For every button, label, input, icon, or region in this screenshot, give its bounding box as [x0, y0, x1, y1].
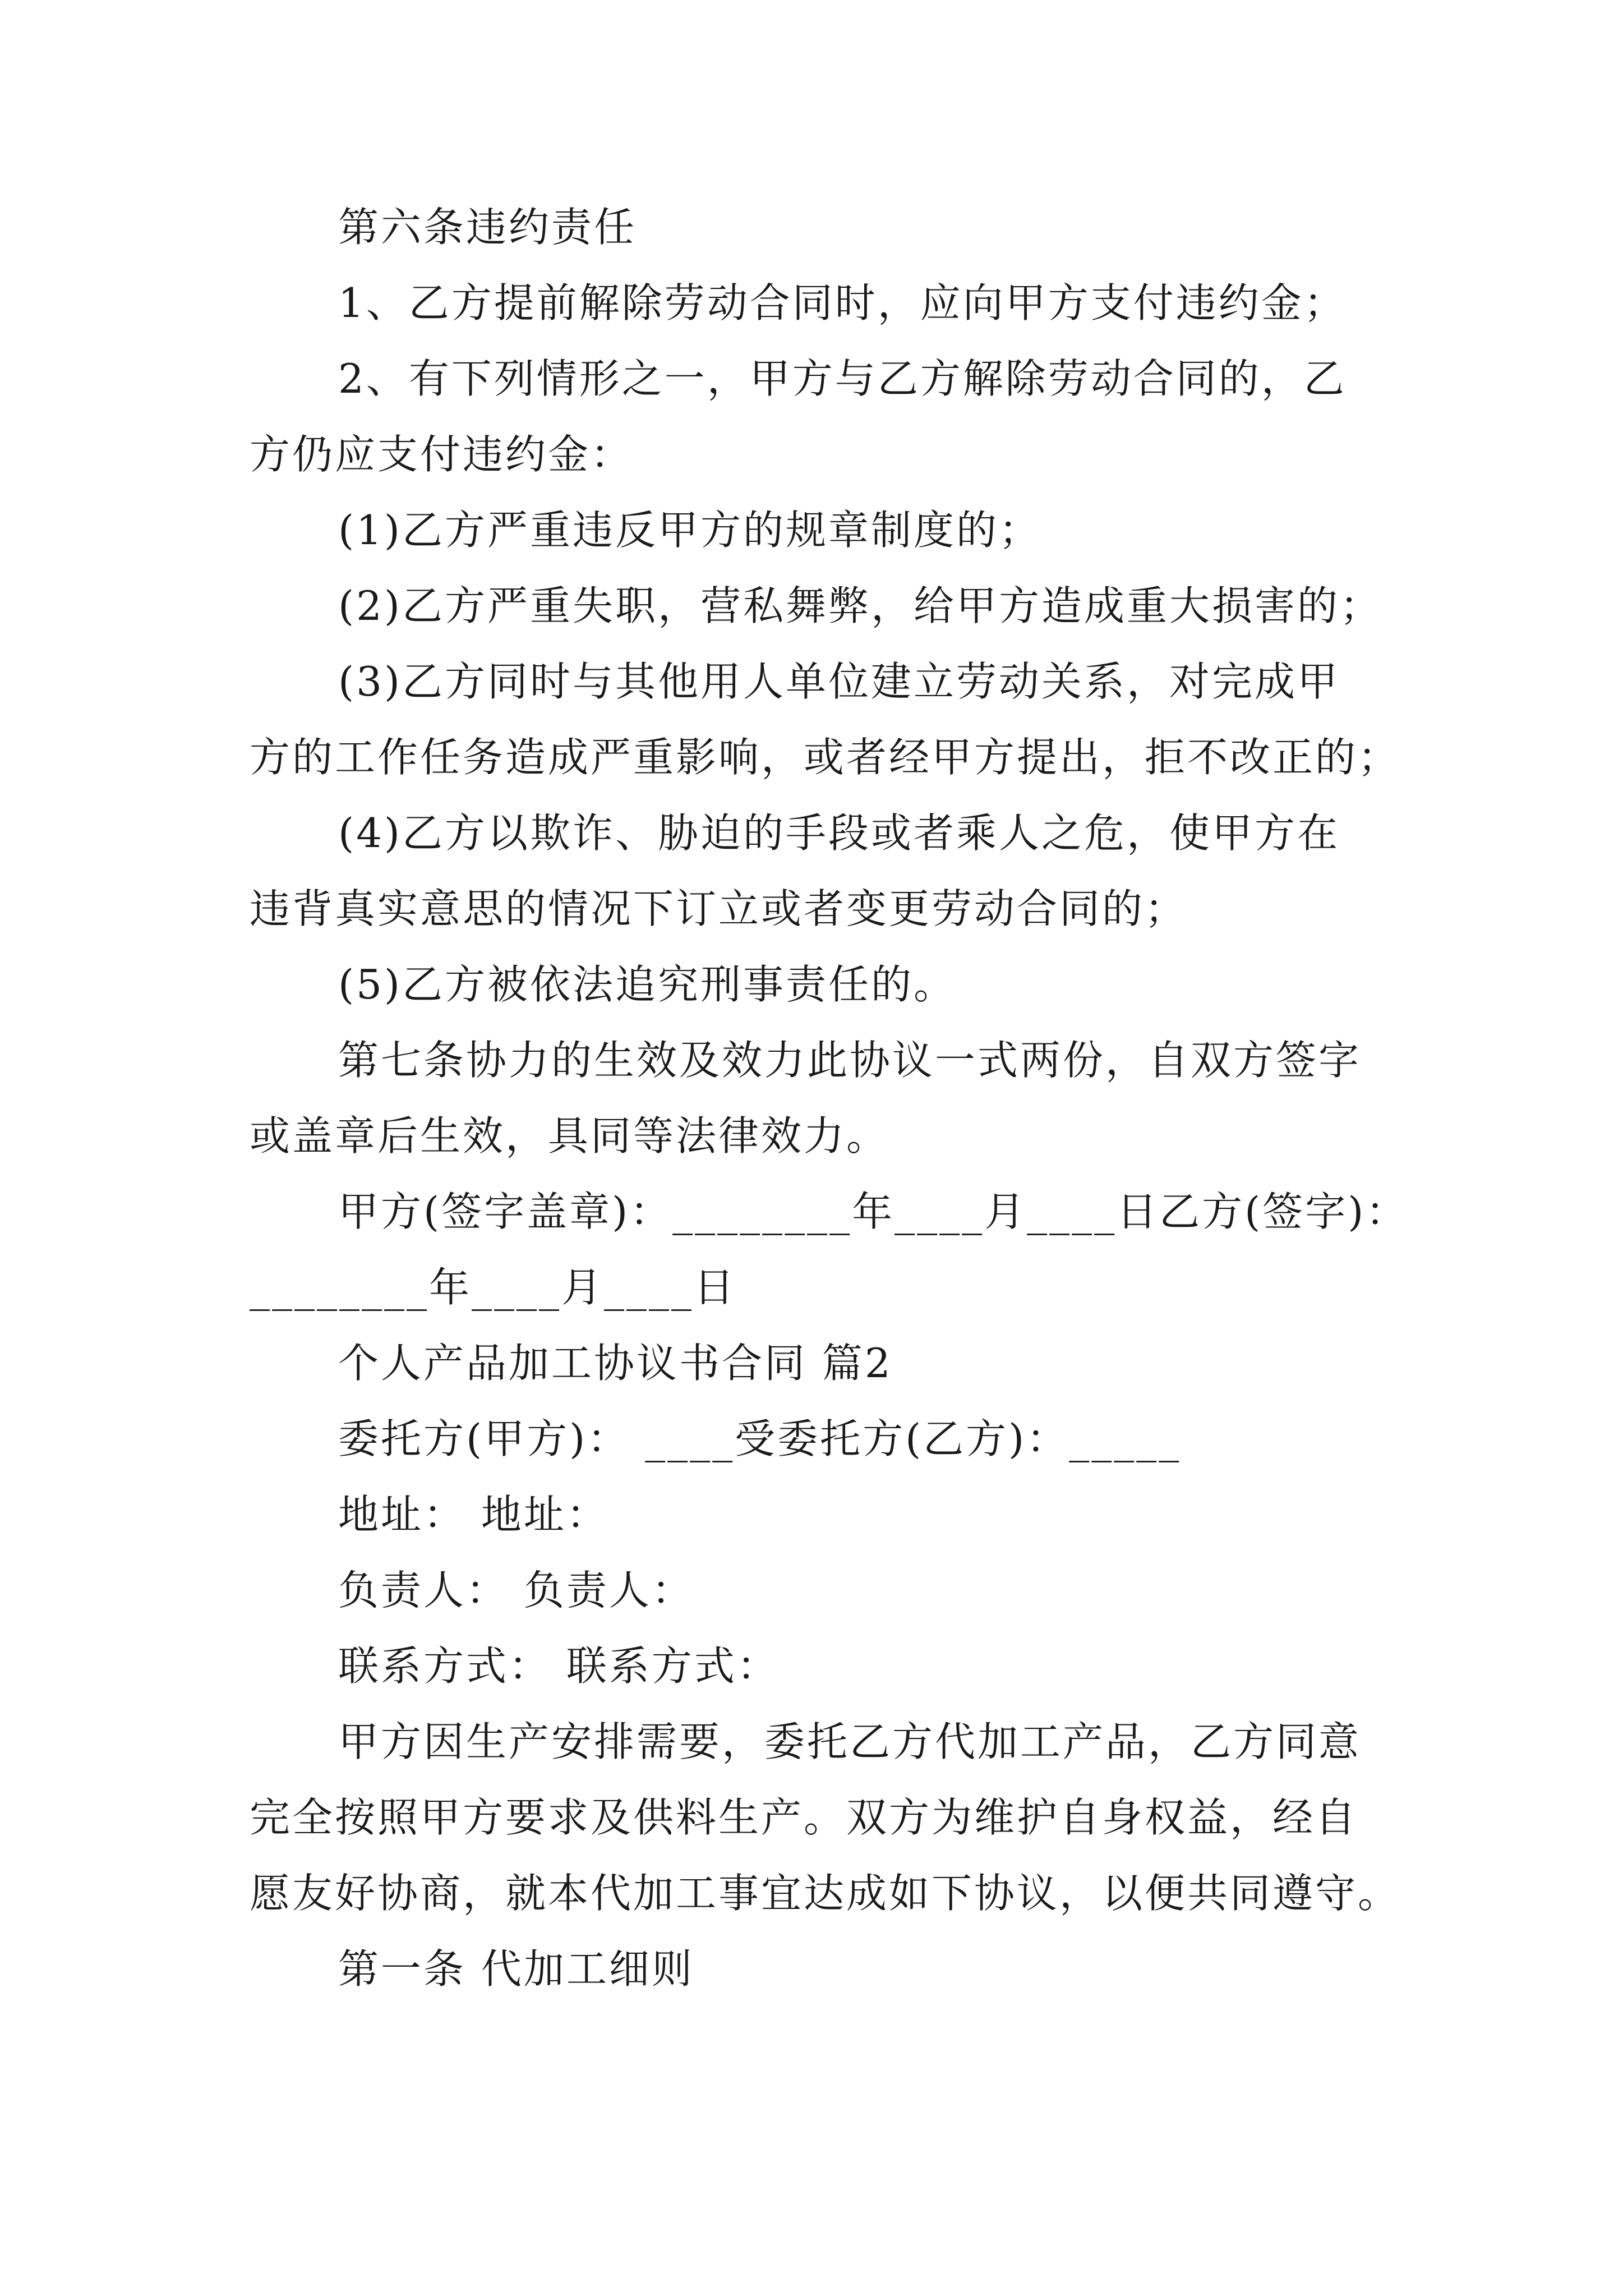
section-heading-article-6: 第六条违约责任: [338, 204, 637, 251]
list-item-line: (1)乙方严重违反甲方的规章制度的；: [338, 507, 1041, 554]
paragraph-line: 甲方因生产安排需要，委托乙方代加工产品，乙方同意: [338, 1718, 1362, 1765]
paragraph-line: 或盖章后生效，具同等法律效力。: [250, 1112, 889, 1159]
document-title-part-2: 个人产品加工协议书合同 篇2: [338, 1340, 893, 1387]
paragraph-line: 2、有下列情形之一，甲方与乙方解除劳动合同的，乙: [338, 355, 1347, 402]
list-item-line: (5)乙方被依法追究刑事责任的。: [338, 961, 956, 1008]
signature-line: 甲方(签字盖章)：________年____月____日乙方(签字)：: [338, 1188, 1409, 1235]
list-item-line: 违背真实意思的情况下订立或者变更劳动合同的；: [250, 885, 1188, 932]
list-item-line: (4)乙方以欺诈、胁迫的手段或者乘人之危，使甲方在: [338, 809, 1340, 857]
list-item-line: 方的工作任务造成严重影响，或者经甲方提出，拒不改正的；: [250, 734, 1401, 781]
party-line: 委托方(甲方)： ____受委托方(乙方)：_____: [338, 1415, 1182, 1462]
contact-line: 联系方式： 联系方式：: [338, 1642, 780, 1690]
paragraph-line: 完全按照甲方要求及供料生产。双方为维护自身权益，经自: [250, 1794, 1358, 1841]
paragraph-line: 愿友好协商，就本代加工事宜达成如下协议，以便共同遵守。: [250, 1870, 1401, 1917]
paragraph-line: 方仍应支付违约金：: [250, 431, 634, 478]
address-line: 地址： 地址：: [338, 1491, 609, 1538]
paragraph-line: 1、乙方提前解除劳动合同时，应向甲方支付违约金；: [338, 279, 1347, 326]
responsible-person-line: 负责人： 负责人：: [338, 1567, 694, 1614]
list-item-line: (2)乙方严重失职，营私舞弊，给甲方造成重大损害的；: [338, 582, 1382, 629]
list-item-line: (3)乙方同时与其他用人单位建立劳动关系，对完成甲: [338, 658, 1340, 705]
section-heading-article-1: 第一条 代加工细则: [338, 1945, 694, 1993]
signature-line: ________年____月____日: [250, 1264, 736, 1311]
section-heading-article-7: 第七条协力的生效及效力此协议一式两份，自双方签字: [338, 1037, 1362, 1084]
